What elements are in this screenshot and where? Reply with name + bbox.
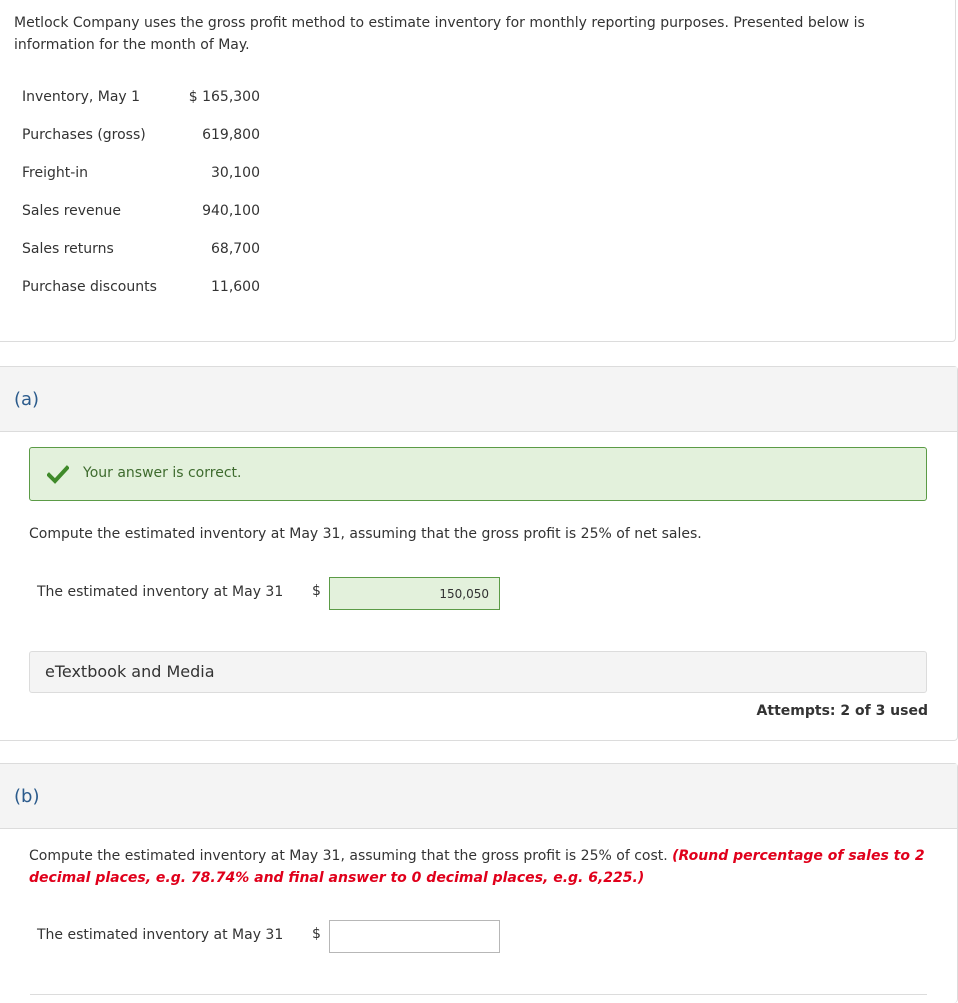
part-a-currency-symbol: $ (312, 583, 321, 599)
part-a-header (0, 367, 957, 432)
problem-intro-card (0, 0, 956, 342)
etextbook-media-link[interactable] (29, 651, 927, 693)
problem-intro-text: Metlock Company uses the gross profit method to estimate inventory for monthly reporting purposes. Presented below is information for the month of May. (14, 15, 865, 53)
rounding-instruction: (Round percentage of sales to 2 decimal places, e.g. 78.74% and final answer to 0 decimal places, e.g. 6,225.) (29, 848, 925, 886)
divider (30, 994, 927, 995)
part-b-header (0, 764, 957, 829)
row-value: 619,800 (202, 127, 260, 143)
part-b-currency-symbol: $ (312, 926, 321, 942)
part-a-answer-input[interactable] (329, 577, 500, 610)
row-label: Sales revenue (22, 203, 122, 219)
etextbook-media-label: eTextbook and Media (45, 662, 215, 681)
part-b-question (29, 845, 929, 889)
row-label: Freight-in (22, 165, 89, 181)
part-a-answer-label: The estimated inventory at May 31 (37, 584, 284, 600)
part-a-letter: (a) (14, 389, 40, 410)
row-label: Sales returns (22, 241, 114, 257)
row-value: 30,100 (211, 165, 260, 181)
feedback-text: Your answer is correct. (83, 465, 242, 481)
row-value: 11,600 (211, 279, 260, 295)
row-label: Purchases (gross) (22, 127, 146, 143)
row-value: 940,100 (202, 203, 260, 219)
correct-feedback-banner (29, 447, 927, 501)
part-b-answer-input[interactable] (329, 920, 500, 953)
part-b-question-text: Compute the estimated inventory at May 31, assuming that the gross profit is 25% of cost. (29, 848, 668, 864)
row-value: $ 165,300 (188, 89, 260, 105)
part-b-answer-label: The estimated inventory at May 31 (37, 927, 284, 943)
attempts-counter: Attempts: 2 of 3 used (756, 703, 928, 719)
row-value: 68,700 (211, 241, 260, 257)
part-a-question: Compute the estimated inventory at May 31, assuming that the gross profit is 25% of net sales. (29, 526, 702, 542)
part-b-letter: (b) (14, 786, 40, 807)
row-label: Inventory, May 1 (22, 89, 141, 105)
checkmark-icon (47, 463, 69, 485)
row-label: Purchase discounts (22, 279, 157, 295)
